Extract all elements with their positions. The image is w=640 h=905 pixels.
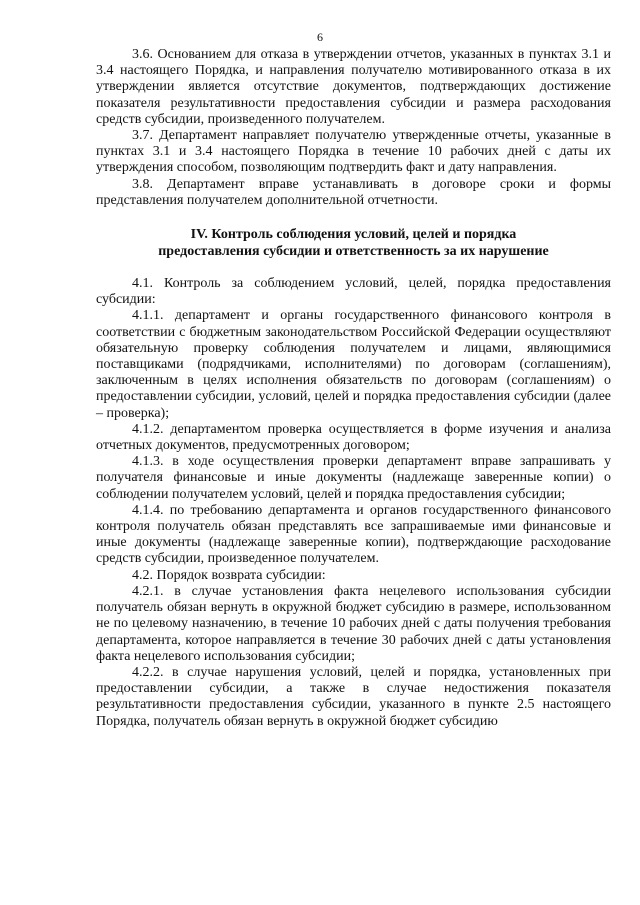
- section-heading-line-1: IV. Контроль соблюдения условий, целей и порядка: [190, 227, 517, 243]
- paragraph-4-2-1: 4.2.1. в случае установления факта нецелевого использования субсидии получатель обязан вернуть в окружной бюджет субсидию в размере, использованном не по целевому назначению, в течение 10 рабочих дней с даты получения требования департамента, которое направляется в течение 30 рабочих дней с даты установления факта нецелевого использования субсидии;: [96, 583, 611, 664]
- paragraph-4-2-2: 4.2.2. в случае нарушения условий, целей и порядка, установленных при предоставлении субсидии, а также в случае недостижения показателя результативности предоставления субсидии, указанного в пункте 2.5 настоящего Порядка, получатель обязан вернуть в окружной бюджет субсидию: [96, 664, 611, 729]
- paragraph-4-1-4: 4.1.4. по требованию департамента и органов государственного финансового контроля получатель обязан представлять все запрашиваемые ими финансовые и иные документы (надлежаще заверенные копии), подтверждающие расходование средств субсидии, произведенное получателем.: [96, 502, 611, 567]
- paragraph-3-7: 3.7. Департамент направляет получателю утвержденные отчеты, указанные в пунктах 3.1 и 3.4 настоящего Порядка в течение 10 рабочих дней с даты их утверждения способом, позволяющим подтвердить факт и дату направления.: [96, 128, 611, 176]
- paragraph-3-6: 3.6. Основанием для отказа в утверждении отчетов, указанных в пунктах 3.1 и 3.4 настоящего Порядка, и направления получателю мотивированного отказа в их утверждении является отсутствие документов, подтверждающих достижение показателя результативности предоставления субсидии и размера расходования средств субсидии, произведенного получателем.: [96, 47, 611, 127]
- paragraph-4-1-2: 4.1.2. департаментом проверка осуществляется в форме изучения и анализа отчетных документов, предусмотренных договором;: [96, 421, 611, 454]
- paragraph-4-1-1: 4.1.1. департамент и органы государственного финансового контроля в соответствии с бюджетным законодательством Российской Федерации осуществляют обязательную проверку соблюдения получателем и лицами, являющимися поставщиками (подрядчиками, исполнителями) по договорам (соглашениям), заключенным в целях исполнения обязательств по договорам (соглашениям) о предоставлении субсидии, условий, целей и порядка предоставления субсидии (далее – проверка);: [96, 308, 611, 421]
- paragraph-3-8: 3.8. Департамент вправе устанавливать в договоре сроки и формы представления получателем дополнительной отчетности.: [96, 176, 611, 208]
- page-number: 6: [317, 30, 323, 44]
- section-heading-line-2: предоставления субсидии и ответственность за их нарушение: [158, 243, 549, 259]
- paragraph-4-1: 4.1. Контроль за соблюдением условий, целей, порядка предоставления субсидии:: [96, 276, 611, 308]
- paragraph-4-1-3: 4.1.3. в ходе осуществления проверки департамент вправе запрашивать у получателя финансовые и иные документы (надлежаще заверенные копии) о соблюдении получателем условий, целей и порядка предоставления субсидии;: [96, 454, 611, 502]
- section-heading: [96, 227, 611, 260]
- document-body: [96, 47, 611, 730]
- paragraph-4-2: 4.2. Порядок возврата субсидии:: [132, 567, 326, 583]
